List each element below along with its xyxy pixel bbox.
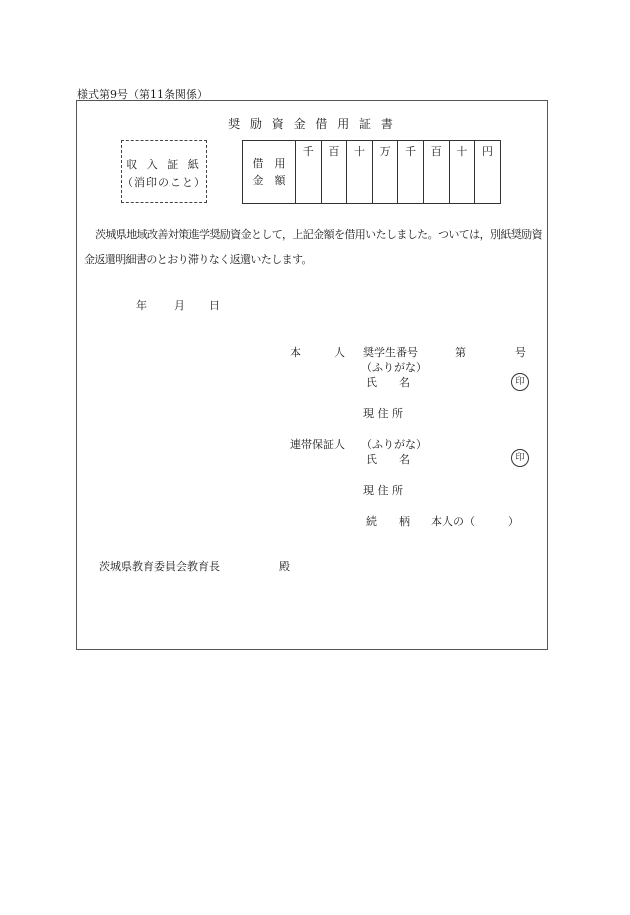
digit-cell-thousand: 千 <box>398 141 424 204</box>
loan-amount-label-line2: 金 額 <box>252 174 286 187</box>
loan-amount-label <box>243 141 296 204</box>
revenue-stamp-label: 収 入 証 紙 <box>126 158 202 171</box>
date-month: 月 <box>174 299 185 312</box>
digit-cell-ten-million: 千 <box>296 141 322 204</box>
addressee-honorific: 殿 <box>279 560 290 573</box>
borrower-address-label: 現 住 所 <box>363 407 403 420</box>
guarantor-name-label: 氏 名 <box>366 453 410 466</box>
cancellation-note: （消印のこと） <box>122 176 206 189</box>
digit-cell-hundred: 百 <box>423 141 449 204</box>
borrower-seal-mark: 印 <box>511 373 529 391</box>
loan-amount-table <box>242 140 501 204</box>
guarantor-address-label: 現 住 所 <box>363 484 403 497</box>
borrower-heading: 本 人 <box>290 346 345 359</box>
guarantor-furigana-label: （ふりがな） <box>361 438 427 451</box>
loan-amount-label-line1: 借 用 <box>252 157 286 170</box>
guarantor-heading: 連帯保証人 <box>290 438 345 451</box>
loan-statement: 茨城県地域改善対策進学奨励資金として，上記金額を借用いたしました。ついては，別紙奨励資金返還明細書のとおり滞りなく返還いたします。 <box>84 228 542 266</box>
guarantor-relation-value: 本人の（ ） <box>431 515 519 528</box>
student-number-label: 奨学生番号 <box>363 346 418 359</box>
document-title: 奨 励 資 金 借 用 証 書 <box>228 117 396 131</box>
revenue-stamp-box <box>121 140 207 203</box>
date-day: 日 <box>209 299 220 312</box>
digit-cell-ten-thousand: 万 <box>372 141 398 204</box>
borrower-name-label: 氏 名 <box>366 376 410 389</box>
student-number-prefix: 第 <box>455 346 466 359</box>
digit-cell-ten: 十 <box>449 141 475 204</box>
digit-cell-million: 百 <box>321 141 347 204</box>
guarantor-relation-label: 続 柄 <box>366 515 410 528</box>
student-number-suffix: 号 <box>515 346 526 359</box>
borrower-furigana-label: （ふりがな） <box>361 361 427 374</box>
guarantor-seal-mark: 印 <box>511 449 529 467</box>
digit-cell-yen: 円 <box>475 141 501 204</box>
date-year: 年 <box>136 299 147 312</box>
form-number: 様式第9号（第11条関係） <box>77 88 208 101</box>
addressee-title: 茨城県教育委員会教育長 <box>99 560 220 573</box>
digit-cell-hundred-thousand: 十 <box>347 141 373 204</box>
